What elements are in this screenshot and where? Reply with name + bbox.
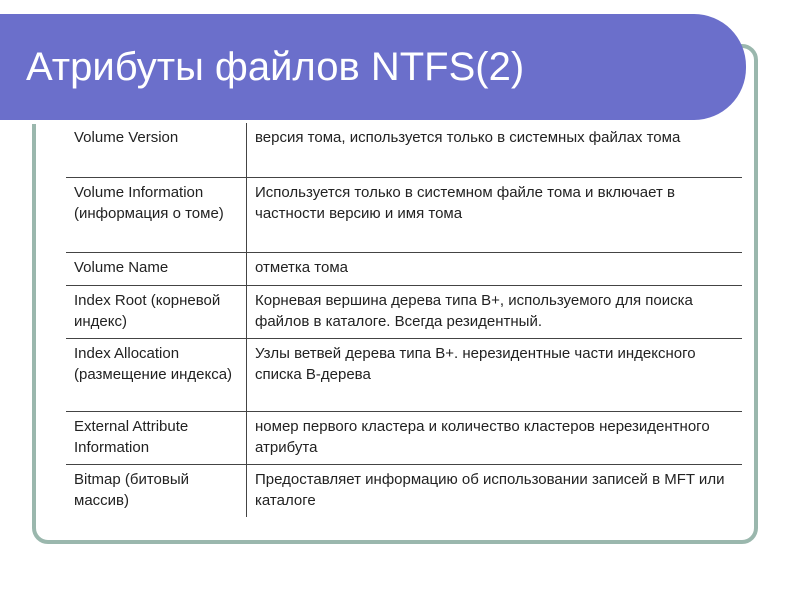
attribute-name: Bitmap (битовый массив)	[74, 470, 189, 509]
slide-title: Атрибуты файлов NTFS(2)	[26, 45, 525, 89]
attribute-name: Volume Name	[66, 252, 247, 285]
attribute-description: версия тома, используется только в системных файлах тома	[247, 123, 743, 177]
attribute-description: Предоставляет информацию об использовании записей в MFT или каталоге	[247, 464, 743, 517]
attribute-description: номер первого кластера и количество кластеров нерезидентного атрибута	[247, 411, 743, 464]
attribute-description: Корневая вершина дерева типа В+, используемого для поиска файлов в каталоге. Всегда резидентный.	[247, 285, 743, 338]
table-row	[66, 252, 742, 285]
table-row	[66, 338, 742, 411]
attribute-description: отметка тома	[247, 252, 743, 285]
table-row	[66, 285, 742, 338]
table-row	[66, 177, 742, 252]
table-row	[66, 123, 742, 177]
attribute-name: Volume Version	[66, 123, 247, 177]
attribute-name: Index Allocation (размещение индекса)	[66, 338, 247, 411]
attribute-name: External Attribute Information	[66, 411, 247, 464]
attribute-name: Volume Information (информация о томе)	[66, 177, 247, 252]
attribute-description: Узлы ветвей дерева типа В+. нерезидентные части индексного списка В-дерева	[247, 338, 743, 411]
table-row	[66, 411, 742, 464]
attribute-description: Используется только в системном файле тома и включает в частности версию и имя тома	[247, 177, 743, 252]
table-row	[66, 464, 742, 517]
attributes-table	[66, 123, 742, 517]
attribute-name: Index Root (корневой индекс)	[66, 285, 247, 338]
